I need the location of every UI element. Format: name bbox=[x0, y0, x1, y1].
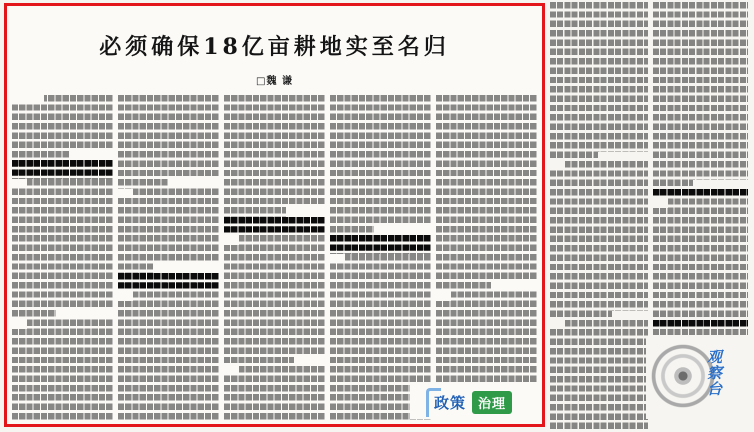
article-text-column-3 bbox=[224, 95, 325, 421]
paragraph-end bbox=[491, 282, 537, 291]
policy-governance-column-logo bbox=[410, 385, 528, 419]
article-text-column-1 bbox=[12, 95, 113, 421]
lens-center-icon bbox=[673, 366, 693, 386]
subhead-lines bbox=[12, 160, 113, 179]
paragraph-indent bbox=[118, 189, 133, 198]
paragraph-end bbox=[374, 226, 431, 235]
subhead-lines bbox=[330, 235, 431, 254]
article-title: 必须确保18亿亩耕地实至名归 bbox=[99, 34, 450, 60]
paragraph-indent bbox=[550, 320, 565, 329]
paragraph-indent bbox=[12, 95, 44, 104]
logo-text-governance: 治理 bbox=[472, 391, 512, 414]
article-text-column-2 bbox=[118, 95, 219, 421]
paragraph-indent bbox=[224, 235, 239, 244]
text-lines bbox=[118, 95, 219, 421]
paragraph-end bbox=[693, 180, 748, 189]
article-author: □魏 谦 bbox=[256, 76, 293, 87]
paragraph-indent bbox=[436, 291, 451, 300]
paragraph-indent bbox=[12, 319, 27, 328]
paragraph-end bbox=[154, 263, 219, 272]
logo-text-policy: 政策 bbox=[426, 390, 472, 415]
paragraph-end bbox=[70, 151, 113, 160]
subhead-lines bbox=[653, 320, 748, 329]
paragraph-indent bbox=[653, 198, 668, 207]
paragraph-indent bbox=[550, 161, 565, 170]
text-lines bbox=[224, 95, 325, 421]
subhead-lines bbox=[118, 273, 219, 292]
observation-seal bbox=[646, 337, 728, 419]
paragraph-end bbox=[56, 310, 113, 319]
article-text-column-5 bbox=[436, 95, 537, 384]
text-lines bbox=[436, 95, 537, 384]
paragraph-indent bbox=[12, 179, 27, 188]
paragraph-end bbox=[294, 357, 325, 366]
text-lines bbox=[12, 95, 113, 421]
text-lines bbox=[330, 95, 431, 421]
paragraph-end bbox=[286, 207, 325, 216]
adjacent-article-column-2 bbox=[653, 2, 748, 335]
paragraph-end bbox=[612, 311, 648, 320]
paragraph-indent bbox=[118, 291, 133, 300]
paragraph-end bbox=[598, 152, 648, 161]
article-text-column-4 bbox=[330, 95, 431, 421]
subhead-lines bbox=[224, 217, 325, 236]
text-lines bbox=[653, 2, 748, 335]
subhead-lines bbox=[653, 189, 748, 198]
seal-text: 观察台 bbox=[705, 349, 723, 397]
paragraph-end bbox=[168, 179, 219, 188]
paragraph-indent bbox=[330, 254, 345, 263]
adjacent-article-column-1 bbox=[550, 2, 648, 430]
text-lines bbox=[550, 2, 648, 430]
paragraph-indent bbox=[224, 366, 239, 375]
